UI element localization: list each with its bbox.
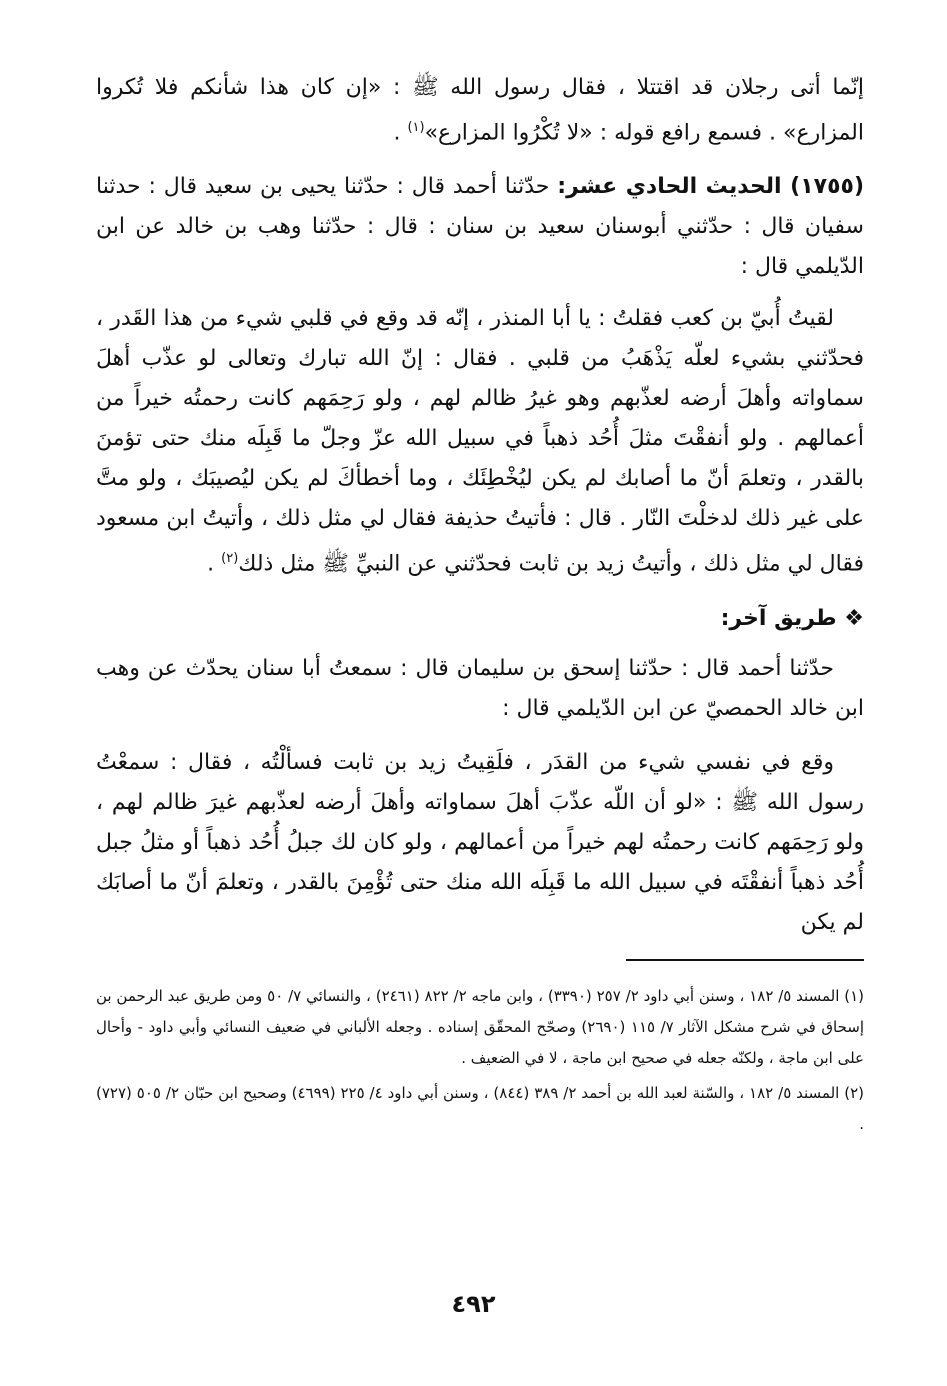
hadith-body: [96, 299, 864, 584]
hadith-chain: حدّثنا أحمد قال : حدّثنا يحيى بن سعيد قال : حدثنا سفيان قال : حدّثني أبوسنان سعيد بن سنان : قال : حدّثنا وهب بن خالد عن ابن الدّيلمي قال :: [96, 174, 864, 280]
paragraph-text: لقيتُ أُبيّ بن كعب فقلتُ : يا أبا المنذر ، إنّه قد وقع في قلبي شيء من هذا القَدر ، فحدّثني بشيء لعلّه يَذْهَبُ من قلبي . فقال : إنّ الله تبارك وتعالى لو عذّب أهلَ سماواته وأهلَ أرضه لعذّبهم وهو غيرُ ظالم لهم ، ولو رَحِمَهم كانت رحمتُه خيراً من أعمالهم . ولو أنفقْتَ مثلَ أُحُد ذهباً في سبيل الله عزّ وجلّ ما قَبِلَه منك حتى تؤمنَ بالقدر ، وتعلمَ أنّ ما أصابك لم يكن ليُخْطِئَك ، وما أخطأكَ لم يكن ليُصيبَك ، ولو متَّ على غير ذلك لدخلْتَ النّار . قال : فأتيتُ حذيفة فقال لي مثل ذلك ، وأتيتُ ابن مسعود فقال لي مثل ذلك ، وأتيتُ زيد بن ثابت فحدّثني عن النبيِّ ﷺ مثل ذلك: [96, 306, 864, 577]
hadith-body-2: وقع في نفسي شيء من القدَر ، فلَقِيتُ زيد بن ثابت فسألْتُه ، فقال : سمعْتُ رسول الله ﷺ : «لو أن اللّه عذّبَ أهلَ سماواته وأهلَ أرضه لعذّبهم غيرَ ظالم لهم ، ولو رَحِمَهم كانت رحمتُه لهم خيراً من أعمالهم ، ولو كان لك جبلُ أُحُد ذهباً أو مثلُ جبل أُحُد ذهباً أنفقْتَه في سبيل الله ما قَبِلَه الله منك حتى تُؤْمِنَ بالقدر ، وتعلمَ أنّ ما أصابَك لم يكن: [96, 749, 864, 935]
chain-paragraph: حدّثنا أحمد قال : حدّثنا إسحق بن سليمان قال : سمعتُ أبا سنان يحدّث عن وهب ابن خالد الحمصيّ عن ابن الدّيلمي قال :: [96, 655, 864, 721]
paragraph-continuation: [96, 68, 864, 153]
footnote-divider: [626, 959, 864, 961]
hadith-title: (١٧٥٥) الحديث الحادي عشر:: [557, 174, 864, 200]
main-text: [96, 68, 864, 943]
footnote-2: (٢) المسند ٥/ ١٨٢ ، والسّنة لعبد الله بن أحمد ٢/ ٣٨٩ (٨٤٤) ، وسنن أبي داود ٤/ ٢٢٥ (٤٦٩٩) وصحيح ابن حبّان ٢/ ٥٠٥ (٧٢٧) .: [96, 1083, 865, 1133]
hadith-header: [96, 167, 864, 287]
paragraph-end: .: [207, 551, 222, 577]
footnote-ref: (٢): [221, 551, 239, 567]
page-body: [96, 68, 864, 1144]
footnotes: [96, 981, 864, 1140]
paragraph-text: إنّما أتى رجلان قد اقتتلا ، فقال رسول الله ﷺ : «إن كان هذا شأنكم فلا تُكروا المزارع» . فسمع رافع قوله : «لا تُكْرُوا المزارع»: [96, 75, 864, 146]
footnote-1: (١) المسند ٥/ ١٨٢ ، وسنن أبي داود ٢/ ٢٥٧ (٣٣٩٠) ، وابن ماجه ٢/ ٨٢٢ (٢٤٦١) ، والنسائي ٧/ ٥٠ ومن طريق عبد الرحمن بن إسحاق في شرح مشكل الآثار ٧/ ١١٥ (٢٦٩٠) وصحّح المحقّق إسناده . وجعله الألباني في ضعيف النسائي وأبي داود - وأحال على ابن ماجة ، ولكنّه جعله في صحيح ابن ماجة ، لا في الضعيف .: [96, 986, 864, 1067]
paragraph-end: .: [393, 120, 408, 146]
page-number: ٤٩٢: [451, 1290, 496, 1318]
footnote-ref: (١): [407, 120, 425, 135]
section-heading: ❖ طريق آخر:: [720, 605, 864, 631]
